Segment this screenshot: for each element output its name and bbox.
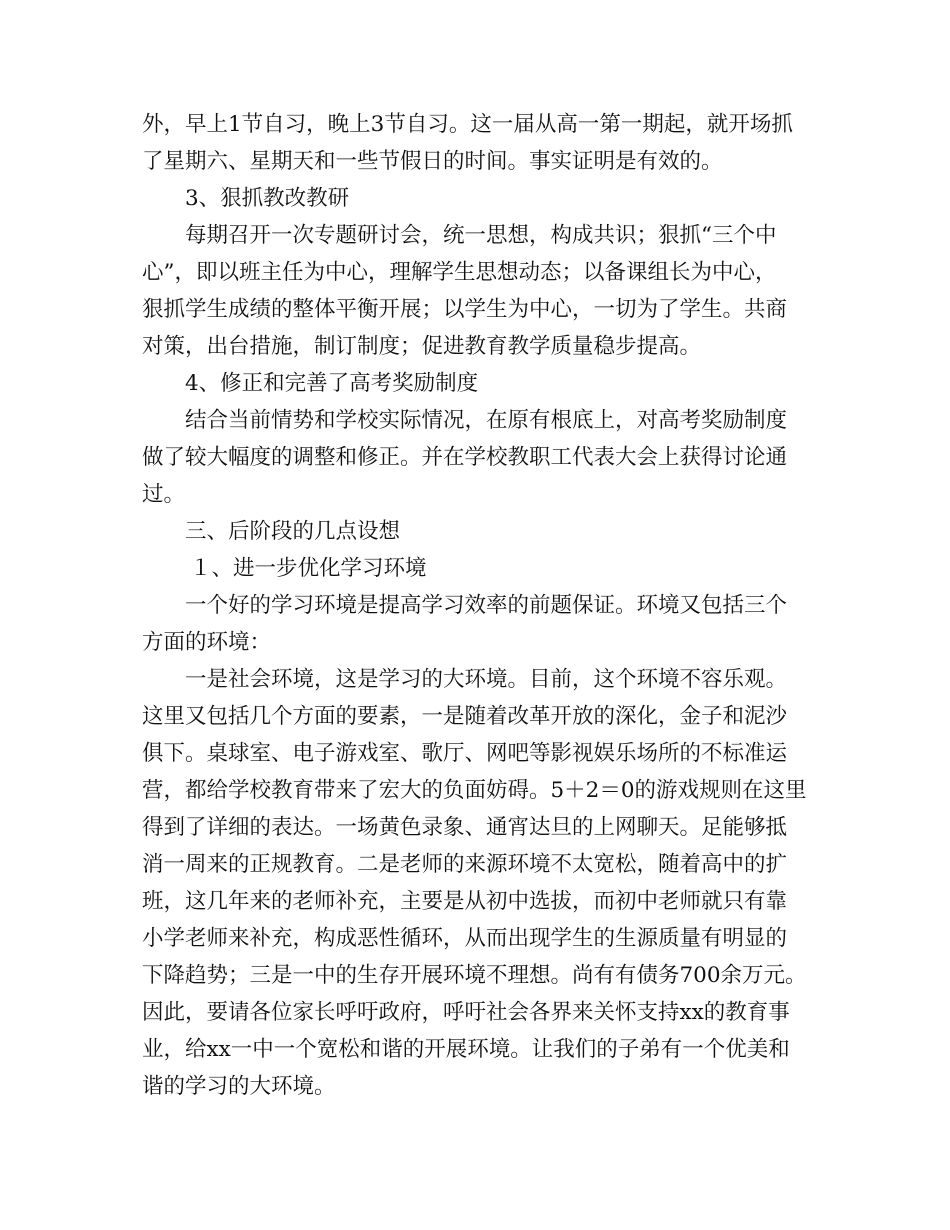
text-line: 谐的学习的大环境。 — [142, 1074, 336, 1099]
text-line: 小学老师来补充，构成恶性循环，从而出现学生的生源质量有明显的 — [142, 926, 788, 951]
document-body — [142, 106, 822, 1105]
text-line: 一是社会环境，这是学习的大环境。目前，这个环境不容乐观。 — [185, 667, 788, 692]
text-line: 过。 — [142, 482, 186, 507]
text-line: 业，给xx一中一个宽松和谐的开展环境。让我们的子弟有一个优美和 — [142, 1037, 790, 1062]
text-line: 结合当前情势和学校实际情况，在原有根底上，对高考奖励制度 — [185, 408, 788, 433]
text-line: 做了较大幅度的调整和修正。并在学校教职工代表大会上获得讨论通 — [142, 445, 788, 470]
text-line: 班，这几年来的老师补充，主要是从初中选拔，而初中老师就只有靠 — [142, 889, 788, 914]
text-line: 这里又包括几个方面的要素，一是随着改革开放的深化，金子和泥沙 — [142, 704, 788, 729]
text-line: 了星期六、星期天和一些节假日的时间。事实证明是有效的。 — [142, 149, 723, 174]
section-heading: 3、狠抓教改教研 — [185, 186, 350, 211]
text-line: 下降趋势；三是一中的生存开展环境不理想。尚有有债务700余万元。 — [142, 963, 807, 988]
section-heading: １、进一步优化学习环境 — [190, 556, 427, 581]
text-line: 消一周来的正规教育。二是老师的来源环境不太宽松，随着高中的扩 — [142, 852, 788, 877]
text-line: 外，早上1节自习，晚上3节自习。这一届从高一第一期起，就开场抓 — [142, 112, 793, 137]
text-line: 因此，要请各位家长呼吁政府，呼吁社会各界来关怀支持xx的教育事 — [142, 1000, 790, 1025]
text-line: 得到了详细的表达。一场黄色录象、通宵达旦的上网聊天。足能够抵 — [142, 815, 788, 840]
text-line: 心”，即以班主任为中心，理解学生思想动态；以备课组长为中心， — [142, 260, 777, 285]
text-line: 俱下。桌球室、电子游戏室、歌厅、网吧等影视娱乐场所的不标准运 — [142, 741, 788, 766]
section-heading: 三、后阶段的几点设想 — [185, 519, 401, 544]
text-line: 方面的环境： — [142, 630, 272, 655]
text-line: 一个好的学习环境是提高学习效率的前题保证。环境又包括三个 — [185, 593, 788, 618]
text-line: 对策，出台措施，制订制度；促进教育教学质量稳步提高。 — [142, 334, 702, 359]
text-line: 每期召开一次专题研讨会，统一思想，构成共识；狠抓“三个中 — [185, 223, 777, 248]
text-line: 狠抓学生成绩的整体平衡开展；以学生为中心，一切为了学生。共商 — [142, 297, 788, 322]
text-line: 营，都给学校教育带来了宏大的负面妨碍。5＋2＝0的游戏规则在这里 — [142, 778, 807, 803]
section-heading: 4、修正和完善了高考奖励制度 — [185, 371, 479, 396]
